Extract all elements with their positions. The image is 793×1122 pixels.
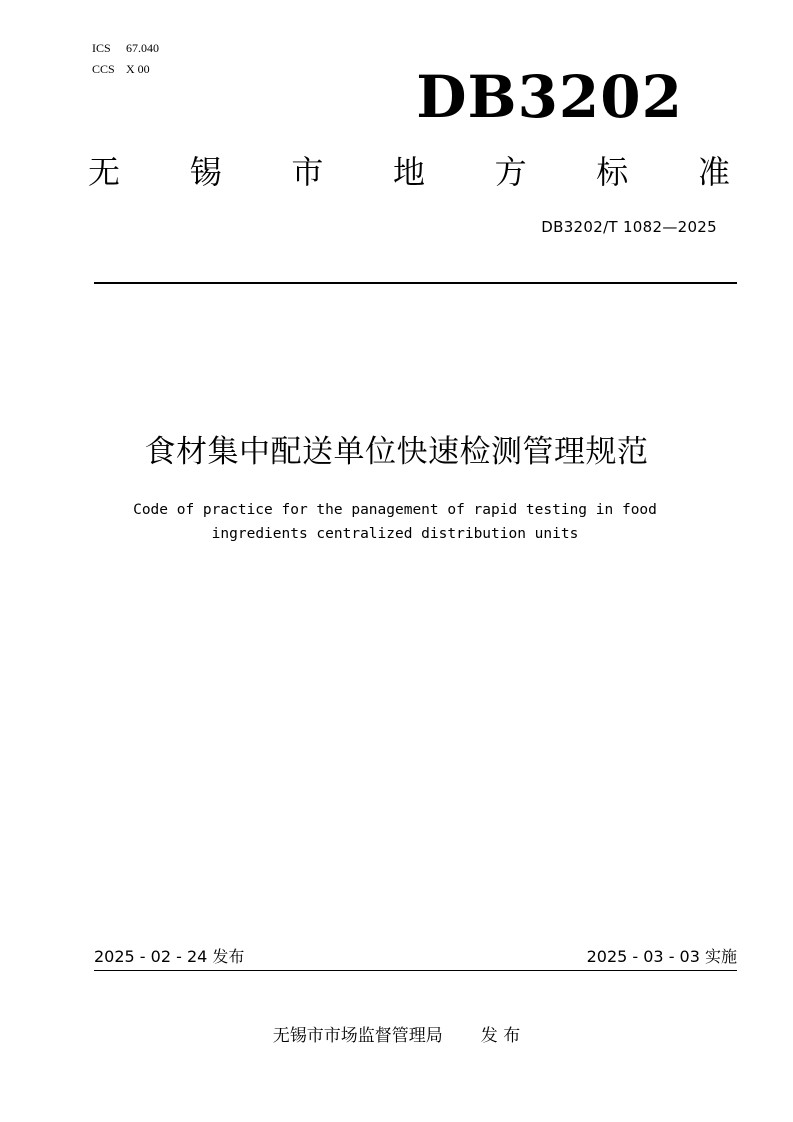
category-char: 无 — [88, 153, 121, 191]
publisher-name: 无锡市市场监督管理局 — [272, 1026, 443, 1046]
category-char: 锡 — [189, 153, 222, 191]
category-char: 地 — [392, 153, 425, 191]
bottom-divider — [94, 970, 737, 971]
ccs-value: X 00 — [126, 62, 150, 76]
document-title-en — [110, 498, 680, 546]
category-char: 标 — [596, 153, 629, 191]
standard-number: DB3202/T 1082—2025 — [541, 218, 717, 236]
classification-codes — [92, 38, 159, 80]
top-divider — [94, 282, 737, 284]
standard-category — [88, 152, 730, 192]
ics-code — [92, 38, 159, 59]
category-char: 准 — [697, 153, 730, 191]
category-char: 市 — [291, 153, 324, 191]
ics-label: ICS — [92, 41, 111, 55]
issue-date: 2025 - 02 - 24 发布 — [94, 947, 245, 966]
ics-value: 67.040 — [126, 41, 159, 55]
implementation-date: 2025 - 03 - 03 实施 — [586, 947, 737, 966]
standard-logo: DB3202 — [416, 63, 683, 131]
publisher-line — [0, 1024, 793, 1048]
title-en-line: ingredients centralized distribution units — [211, 526, 579, 542]
category-char: 方 — [494, 153, 527, 191]
ccs-label: CCS — [92, 62, 115, 76]
ccs-code — [92, 59, 159, 80]
publish-action: 发 布 — [480, 1026, 521, 1046]
title-en-line: Code of practice for the panagement of rapid testing in food — [133, 502, 657, 518]
document-title-zh: 食材集中配送单位快速检测管理规范 — [144, 434, 649, 470]
